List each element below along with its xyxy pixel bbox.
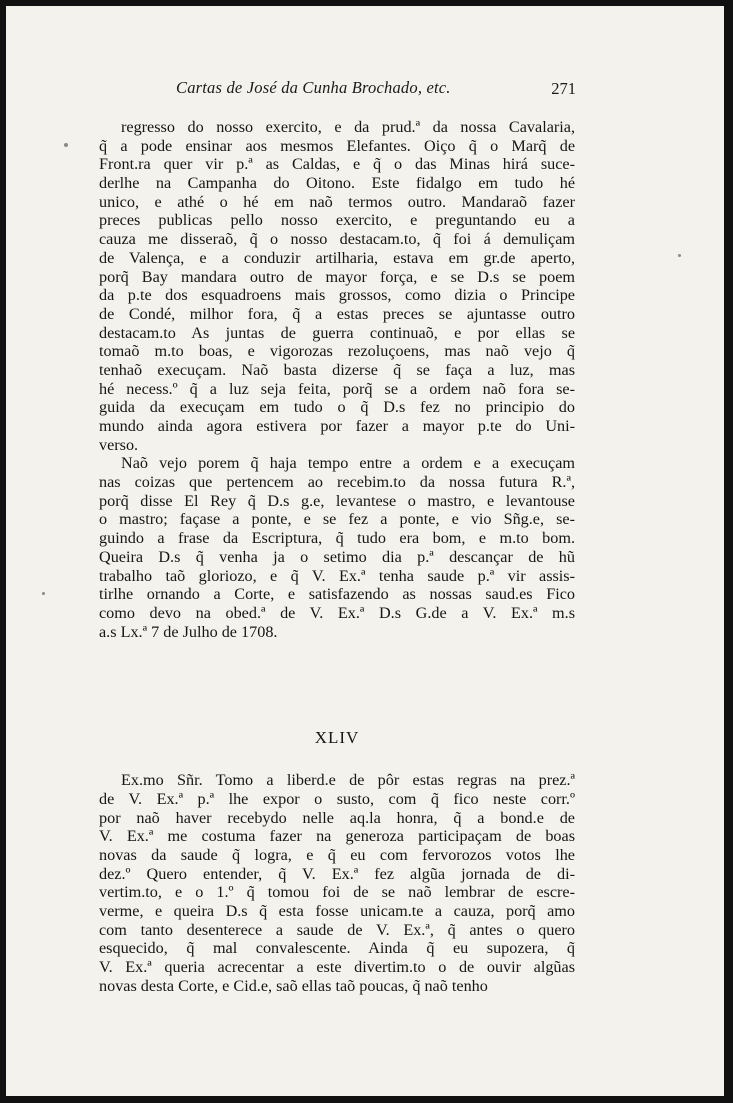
text-line: porq̃ disse El Rey q̃ D.s g.e, levantese o mastro, e levantouse <box>99 491 575 510</box>
text-line: de V. Ex.ª p.ª lhe expor o susto, com q̃ fico neste corr.º <box>99 789 575 808</box>
text-line: verme, e queira D.s q̃ esta fosse unicam.te a cauza, porq̃ amo <box>99 902 575 921</box>
text-line: dez.º Quero entender, q̃ V. Ex.ª fez algũa jornada de di- <box>99 864 575 883</box>
text-line: com tanto desenterece a saude de V. Ex.ª, q̃ antes o quero <box>99 920 575 939</box>
text-line: cauza me disseraõ, q̃ o nosso destacam.to, q̃ foi á demuliçam <box>99 230 575 249</box>
page-speck <box>678 254 681 257</box>
text-line: Queira D.s q̃ venha ja o setimo dia p.ª descançar de hũ <box>99 547 575 566</box>
text-line: preces publicas pello nosso exercito, e preguntando eu a <box>99 211 575 230</box>
text-line: guindo a frase da Escriptura, q̃ tudo era bom, e m.to bom. <box>99 529 575 548</box>
text-line: hé necess.º q̃ a luz seja feita, porq̃ se a ordem naõ fora se- <box>99 379 575 398</box>
text-line: por naõ haver recebydo nelle aq.la honra, q̃ a bond.e de <box>99 808 575 827</box>
text-line: tomaõ m.to boas, e vigorozas rezoluçoens, mas naõ vejo q̃ <box>99 342 575 361</box>
page-speck <box>64 143 68 147</box>
running-head: Cartas de José da Cunha Brochado, etc. <box>176 78 451 97</box>
text-line: novas da saude q̃ logra, e q̃ eu com fervorozos votos lhe <box>99 846 575 864</box>
text-line: guida da execuçam em tudo o q̃ D.s fez no principio do <box>99 398 575 417</box>
text-line: trabalho taõ gloriozo, e q̃ V. Ex.ª tenha saude p.ª vir assis- <box>99 566 575 585</box>
text-line: regresso do nosso exercito, e da prud.ª da nossa Cavalaria, <box>121 118 575 136</box>
text-line: V. Ex.ª me costuma fazer na generoza participaçam de boas <box>99 827 575 846</box>
text-line: vertim.to, e o 1.º q̃ tomou foi de se naõ lembrar de escre- <box>99 883 575 902</box>
text-line: derlhe na Campanha do Oitono. Este fidalgo em tudo hé <box>99 174 575 193</box>
text-line: Front.ra quer vir p.ª as Caldas, e q̃ o das Minas hirá suce- <box>99 155 575 174</box>
text-line: mundo ainda agora estivera por fazer a mayor p.te do Uni- <box>99 417 575 435</box>
text-line: V. Ex.ª queria acrecentar a este divertim.to o de ouvir algũas <box>99 958 575 977</box>
text-line: de Condé, milhor fora, q̃ a estas preces se ajuntasse outro <box>99 304 575 323</box>
text-line: novas desta Corte, e Cid.e, saõ ellas taõ poucas, q̃ naõ tenho <box>99 976 488 995</box>
letter-xliii-ending <box>99 118 575 641</box>
paragraph <box>99 118 575 454</box>
text-line: Ex.mo Sñr. Tomo a liberd.e de pôr estas regras na prez.ª <box>121 771 575 790</box>
text-line: porq̃ Bay mandara outro de mayor força, e se D.s se poem <box>99 267 575 286</box>
paragraph <box>99 454 575 641</box>
text-line: como devo na obed.ª de V. Ex.ª D.s G.de a V. Ex.ª m.s <box>99 603 575 622</box>
text-line: unico, e athé o hé em naõ termos outro. Mandaraõ fazer <box>99 192 575 211</box>
section-heading: XLIV <box>314 728 360 748</box>
text-line: verso. <box>99 435 139 454</box>
text-line: de Valença, e a conduzir artilharia, estava em gr.de aperto, <box>99 248 575 267</box>
page-header <box>176 78 576 104</box>
text-line: da p.te dos esquadroens mais grossos, como dizia o Principe <box>99 286 575 305</box>
text-line: esquecido, q̃ mal convalescente. Ainda q̃ eu supozera, q̃ <box>99 939 575 958</box>
page-number: 271 <box>551 79 576 98</box>
text-line: nas coizas que pertencem ao recebim.to da nossa futura R.ª, <box>99 473 575 492</box>
text-line: tirlhe ornando a Corte, e satisfazendo as nossas saud.es Fico <box>99 585 575 604</box>
paragraph <box>99 771 575 995</box>
text-line: o mastro; façase a ponte, e se fez a ponte, e vio Sñg.e, se- <box>99 510 575 529</box>
page-speck <box>42 592 45 595</box>
text-line: a.s Lx.ª 7 de Julho de 1708. <box>99 622 278 641</box>
text-line: tenhaõ execuçam. Naõ basta dizerse q̃ se faça a luz, mas <box>99 360 575 379</box>
book-page <box>6 6 724 1096</box>
letter-xliv-opening <box>99 771 575 995</box>
body-text <box>99 118 575 996</box>
text-line: q̃ a pode ensinar aos mesmos Elefantes. Oiço q̃ o Marq̃ de <box>99 136 575 155</box>
text-line: Naõ vejo porem q̃ haja tempo entre a ordem e a execuçam <box>121 454 575 473</box>
text-line: destacam.to As juntas de guerra continuaõ, e por ellas se <box>99 323 575 342</box>
